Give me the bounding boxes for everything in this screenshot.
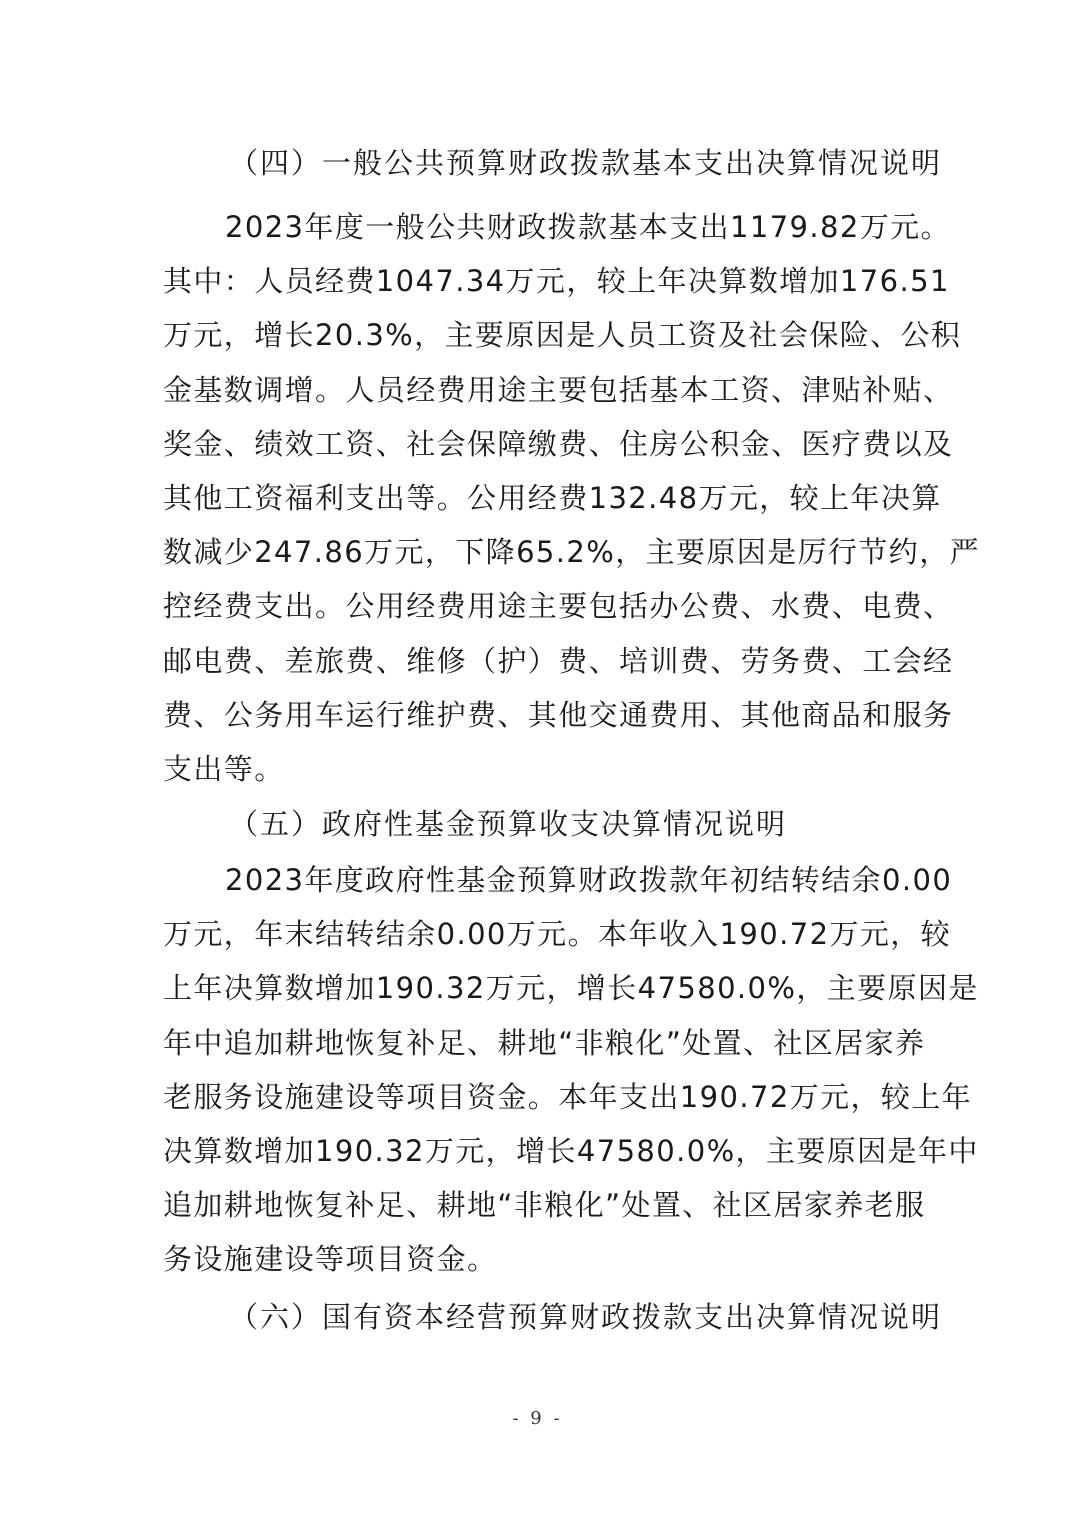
text-line: 费、公务用车运行维护费、其他交通费用、其他商品和服务 xyxy=(163,697,954,732)
text-line: 其他工资福利支出等。公用经费132.48万元，较上年决算 xyxy=(163,481,942,516)
text-line: 万元，增长20.3%，主要原因是人员工资及社会保险、公积 xyxy=(163,318,962,353)
section-5-heading: （五）政府性基金预算收支决算情况说明 xyxy=(229,807,788,841)
section-6 xyxy=(163,1290,943,1344)
text-line: 决算数增加190.32万元，增长47580.0%，主要原因是年中 xyxy=(163,1134,979,1169)
text-line: 务设施建设等项目资金。 xyxy=(163,1242,498,1277)
text-line: 其中：人员经费1047.34万元，较上年决算数增加176.51 xyxy=(163,264,950,299)
text-line: 追加耕地恢复补足、耕地“非粮化”处置、社区居家养老服 xyxy=(163,1188,926,1223)
text-line: 数减少247.86万元，下降65.2%，主要原因是厉行节约，严 xyxy=(163,535,980,570)
section-4-heading: （四）一般公共预算财政拨款基本支出决算情况说明 xyxy=(229,146,943,180)
text-line: 金基数调增。人员经费用途主要包括基本工资、津贴补贴、 xyxy=(163,372,954,407)
section-5 xyxy=(163,797,915,851)
text-line: 奖金、绩效工资、社会保障缴费、住房公积金、医疗费以及 xyxy=(163,426,954,461)
text-line: 2023年度政府性基金预算财政拨款年初结转结余0.00 xyxy=(225,863,953,897)
text-line: 老服务设施建设等项目资金。本年支出190.72万元，较上年 xyxy=(163,1079,973,1114)
section-5-body xyxy=(163,853,979,1287)
section-4-body xyxy=(163,200,980,796)
section-4-paragraph xyxy=(163,200,980,796)
text-line: 控经费支出。公用经费用途主要包括办公费、水费、电费、 xyxy=(163,589,954,624)
section-4 xyxy=(163,136,943,190)
text-line: 年中追加耕地恢复补足、耕地“非粮化”处置、社区居家养 xyxy=(163,1025,926,1060)
text-line: 上年决算数增加190.32万元，增长47580.0%，主要原因是 xyxy=(163,971,979,1006)
page-number: - 9 - xyxy=(512,1408,563,1429)
section-6-heading: （六）国有资本经营预算财政拨款支出决算情况说明 xyxy=(229,1300,943,1334)
text-line: 邮电费、差旅费、维修（护）费、培训费、劳务费、工会经 xyxy=(163,643,954,678)
section-5-paragraph xyxy=(163,853,979,1287)
text-line: 2023年度一般公共财政拨款基本支出1179.82万元。 xyxy=(225,210,951,244)
text-line: 支出等。 xyxy=(163,752,285,787)
text-line: 万元，年末结转结余0.00万元。本年收入190.72万元，较 xyxy=(163,917,952,952)
